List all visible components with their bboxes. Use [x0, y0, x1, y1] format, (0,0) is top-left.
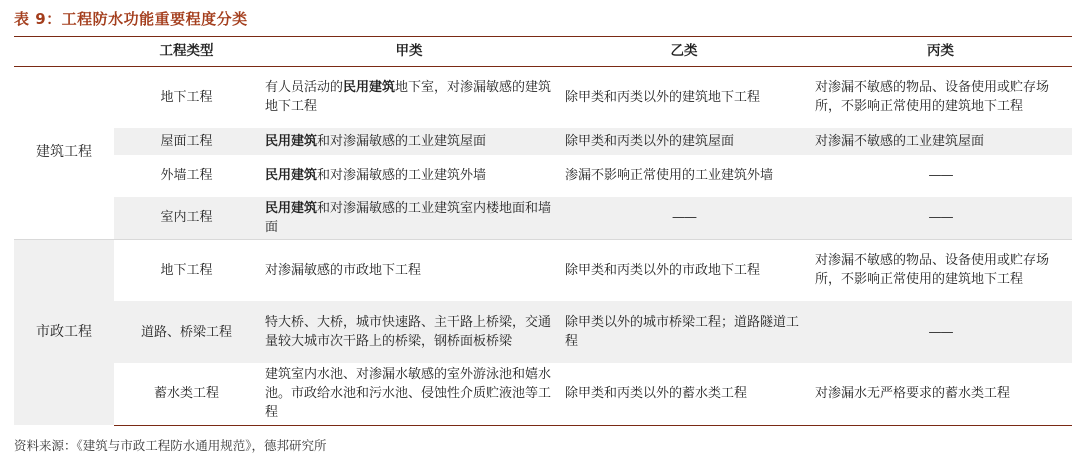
bing-cell: ——	[809, 197, 1072, 240]
table-title: 表 9：工程防水功能重要程度分类	[14, 10, 248, 28]
yi-cell: 除甲类和丙类以外的蓄水类工程	[559, 363, 809, 425]
bing-cell: 对渗漏不敏感的工业建筑屋面	[809, 128, 1072, 155]
jia-cell: 民用建筑和对渗漏敏感的工业建筑外墙	[265, 168, 487, 183]
category-cell: 市政工程	[14, 239, 114, 425]
bing-cell: ——	[809, 301, 1072, 363]
header-cell-category	[14, 37, 114, 67]
yi-cell: 除甲类和丙类以外的建筑地下工程	[565, 89, 761, 105]
table-row	[14, 128, 1072, 155]
type-cell: 室内工程	[114, 197, 259, 240]
type-cell: 地下工程	[114, 239, 259, 301]
classification-table	[14, 36, 1072, 426]
type-cell: 道路、桥梁工程	[114, 301, 259, 363]
table-row	[14, 363, 1072, 425]
bing-cell: 对渗漏不敏感的物品、设备使用或贮存场所，不影响正常使用的建筑地下工程	[809, 239, 1072, 301]
table-row	[14, 301, 1072, 363]
jia-cell: 对渗漏敏感的市政地下工程	[259, 239, 559, 301]
yi-cell: 渗漏不影响正常使用的工业建筑外墙	[565, 168, 774, 183]
yi-cell: ——	[559, 197, 809, 240]
bing-cell: 对渗漏水无严格要求的蓄水类工程	[809, 363, 1072, 425]
header-row	[14, 37, 1072, 67]
jia-cell: 有人员活动的民用建筑地下室，对渗漏敏感的建筑地下工程	[265, 80, 552, 115]
jia-cell: 特大桥、大桥，城市快速路、主干路上桥梁，交通量较大城市次干路上的桥梁，钢桥面板桥梁	[259, 301, 559, 363]
header-cell-bing: 丙类	[809, 37, 1072, 67]
jia-cell: 民用建筑和对渗漏敏感的工业建筑室内楼地面和墙面	[259, 197, 559, 240]
table-row	[14, 239, 1072, 301]
table-row	[14, 67, 1072, 128]
source-note: 资料来源：《建筑与市政工程防水通用规范》，德邦研究所	[14, 438, 327, 453]
type-cell: 外墙工程	[160, 168, 213, 183]
type-cell: 蓄水类工程	[114, 363, 259, 425]
jia-cell: 民用建筑和对渗漏敏感的工业建筑屋面	[259, 128, 559, 155]
category-cell: 建筑工程	[14, 67, 114, 240]
type-cell: 地下工程	[160, 89, 213, 105]
header-cell-type: 工程类型	[114, 37, 259, 67]
bing-cell: ——	[928, 168, 953, 183]
classification-table-wrap	[14, 36, 1072, 426]
table-row	[14, 197, 1072, 240]
jia-cell: 建筑室内水池、对渗漏水敏感的室外游泳池和嬉水池。市政给水池和污水池、侵蚀性介质贮液池等工程	[259, 363, 559, 425]
bing-cell: 对渗漏不敏感的物品、设备使用或贮存场所，不影响正常使用的建筑地下工程	[815, 80, 1050, 115]
table-row	[14, 155, 1072, 197]
type-cell: 屋面工程	[114, 128, 259, 155]
yi-cell: 除甲类和丙类以外的市政地下工程	[559, 239, 809, 301]
header-cell-yi: 乙类	[559, 37, 809, 67]
yi-cell: 除甲类以外的城市桥梁工程；道路隧道工程	[559, 301, 809, 363]
header-cell-jia: 甲类	[259, 37, 559, 67]
yi-cell: 除甲类和丙类以外的建筑屋面	[559, 128, 809, 155]
